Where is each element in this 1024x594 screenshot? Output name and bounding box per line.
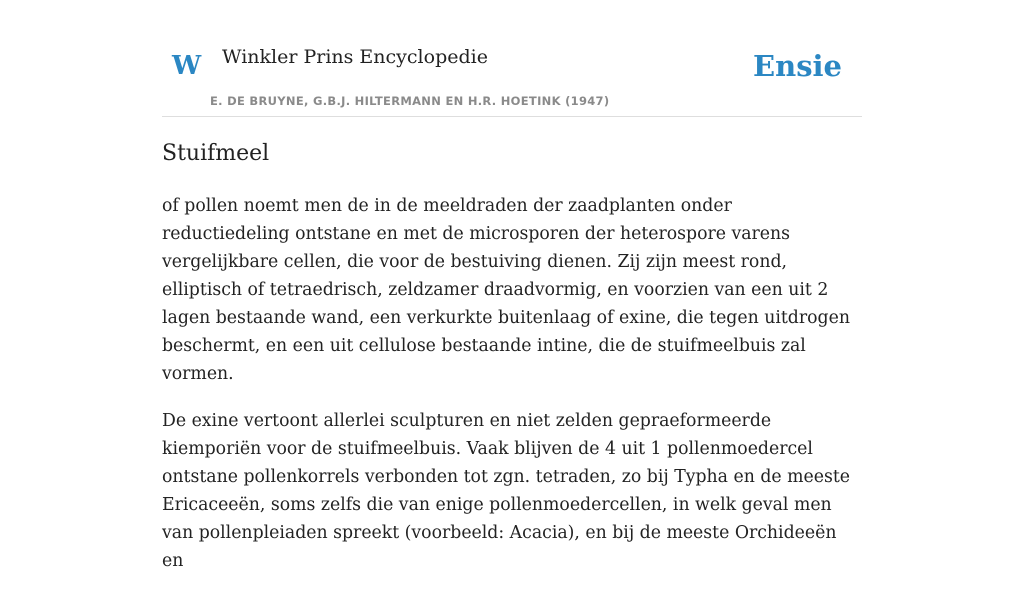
article-paragraph: De exine vertoont allerlei sculpturen en niet zelden gepraeformeerde kiemporiën voor de stuifmeelbuis. Vaak blijven de 4 uit 1 pollenmoedercel ontstane pollenkorrels verbonden tot zgn. tetraden, zo bij Typha en de meeste Ericaceeën, soms zelfs die van enige pollenmoedercellen, in welk geval men van pollenpleiaden spreekt (voorbeeld: Acacia), en bij de meeste Orchideeën en xyxy=(162,411,850,571)
publication-header xyxy=(162,38,862,117)
ensie-brand-link[interactable]: Ensie xyxy=(753,49,842,83)
publication-title[interactable]: Winkler Prins Encyclopedie xyxy=(222,46,488,68)
publication-authors: E. DE BRUYNE, G.B.J. HILTERMANN EN H.R. HOETINK (1947) xyxy=(210,94,610,108)
article-paragraph: of pollen noemt men de in de meeldraden der zaadplanten onder reductiedeling ontstane en met de microsporen der heterospore varens vergelijkbare cellen, die voor de bestuiving dienen. Zij zijn meest rond, elliptisch of tetraedrisch, zeldzamer draadvormig, en voorzien van een uit 2 lagen bestaande wand, een verkurkte buitenlaag of exine, die tegen uitdrogen beschermt, en een uit cellulose bestaande intine, die de stuifmeelbuis zal vormen. xyxy=(162,196,850,384)
article-title: Stuifmeel xyxy=(162,141,270,166)
article-body xyxy=(162,192,862,594)
publication-logo: W xyxy=(172,51,202,81)
